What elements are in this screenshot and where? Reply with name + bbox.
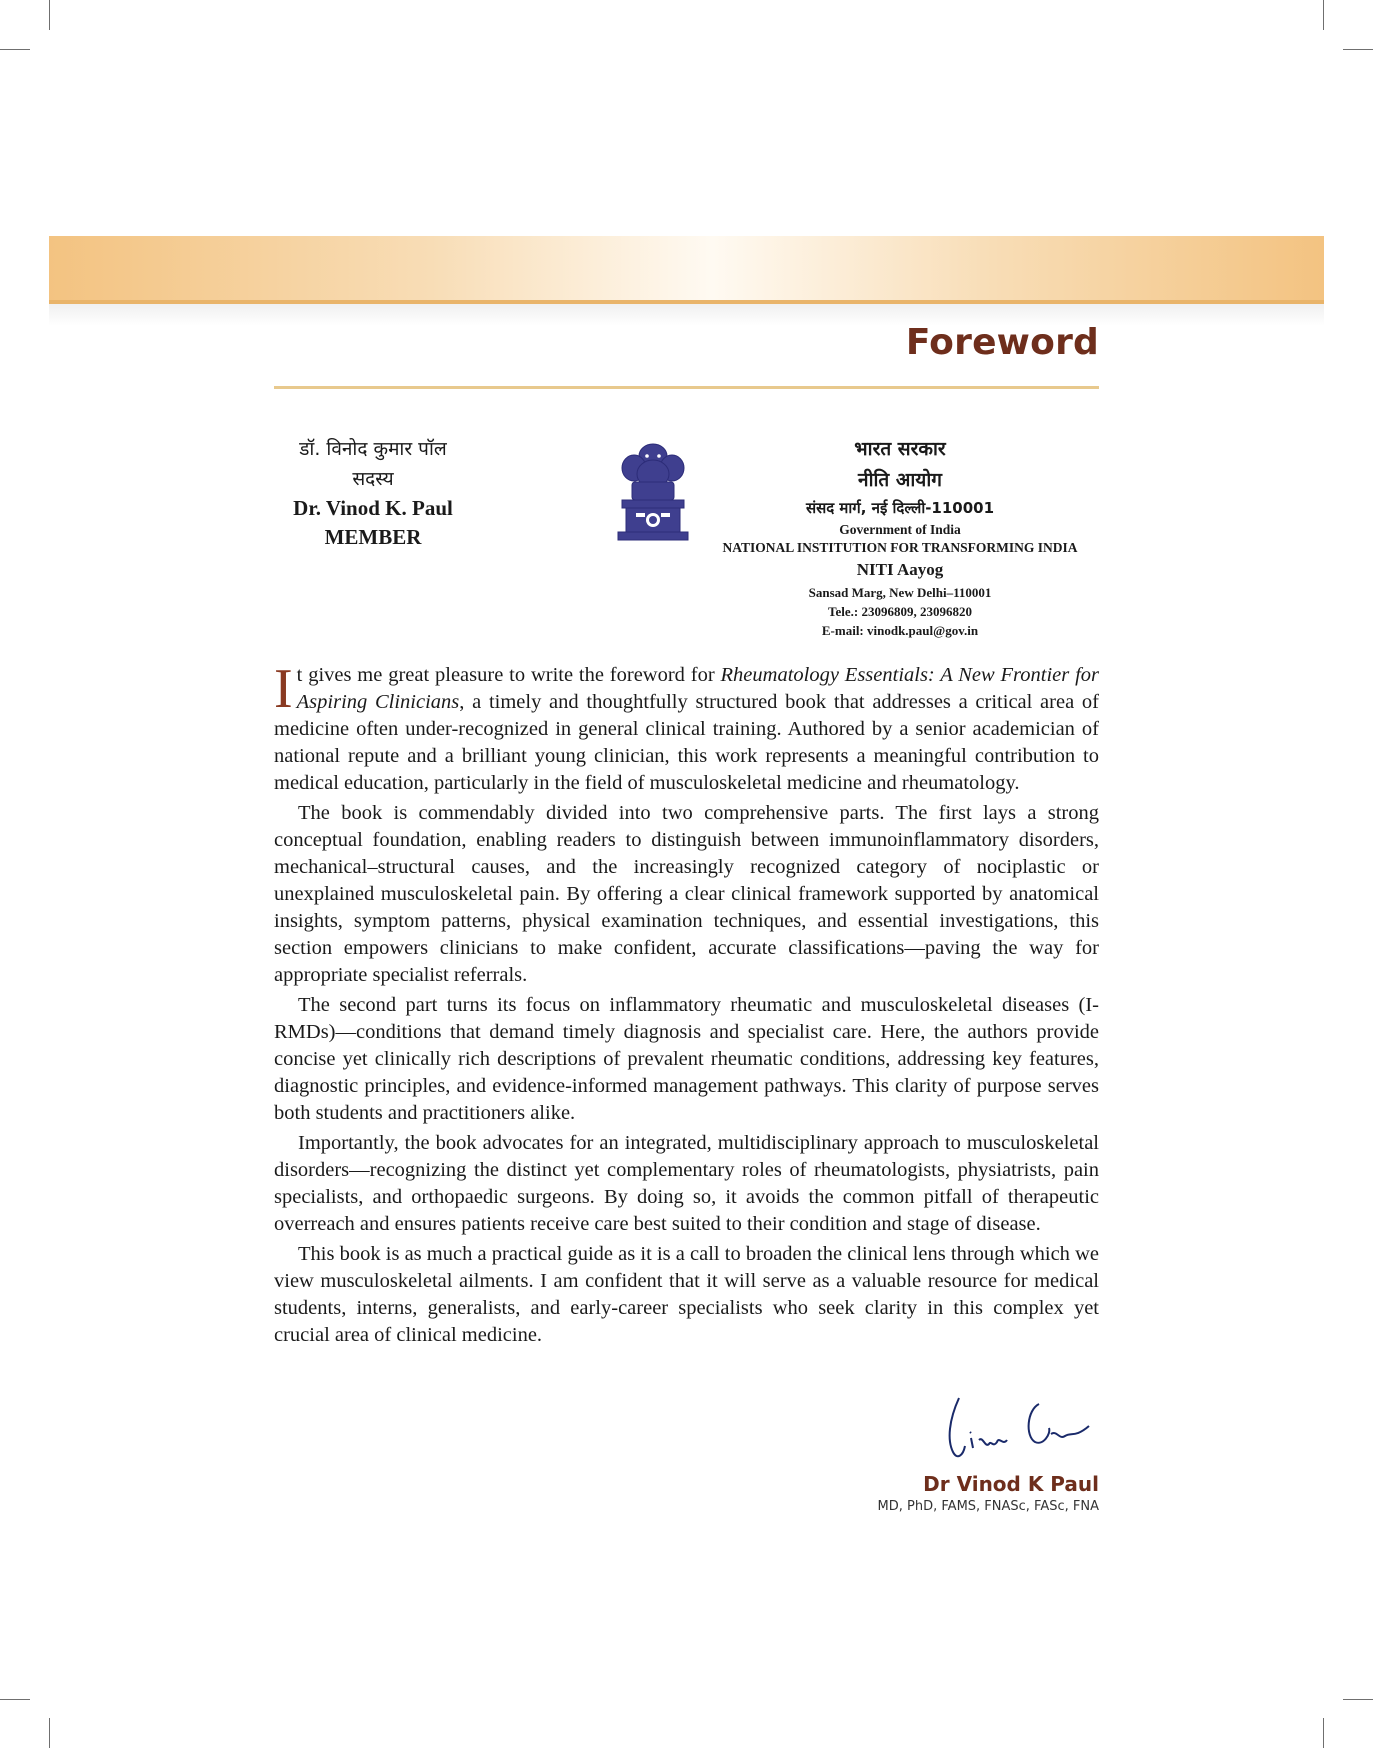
crop-mark	[49, 1718, 50, 1748]
crop-mark	[1343, 49, 1373, 50]
role-english: MEMBER	[324, 525, 422, 549]
role-hindi: सदस्य	[352, 468, 394, 490]
crop-mark	[0, 1699, 30, 1700]
paragraph-2: The book is commendably divided into two comprehensive parts. The first lays a strong conceptual foundation, enabling readers to distinguish between immunoinflammatory disorders, mechanical–structural causes, and the increasingly recognized category of nociplastic or unexplained musculoskeletal pain. By offering a clear clinical framework supported by anatomical insights, symptom patterns, physical examination techniques, and essential investigations, this section empowers clinicians to make confident, accurate classifications—paving the way for appropriate specialist referrals.	[274, 802, 1099, 986]
letterhead-right	[690, 434, 1110, 640]
foreword-body	[274, 658, 1099, 1352]
crop-mark	[1323, 0, 1324, 30]
org-english: NITI Aayog	[856, 560, 944, 579]
gov-hindi: भारत सरकार	[854, 438, 946, 460]
title-divider	[274, 386, 1099, 389]
paragraph-1	[274, 658, 1099, 797]
signatory-name: Dr Vinod K Paul	[923, 1472, 1099, 1496]
handwritten-signature	[939, 1390, 1099, 1470]
phone: Tele.: 23096809, 23096820	[828, 604, 972, 619]
drop-cap: I	[274, 658, 293, 720]
paragraph-1-start: t gives me great pleasure to write the foreword for	[296, 664, 721, 686]
national-emblem-icon	[612, 438, 694, 564]
gov-english: Government of India	[839, 522, 961, 537]
name-english: Dr. Vinod K. Paul	[293, 496, 453, 520]
paragraph-4: Importantly, the book advocates for an integrated, multidisciplinary approach to musculoskeletal disorders—recognizing the distinct yet complementary roles of rheumatologists, physiatrists, pain specialists, and orthopaedic surgeons. By doing so, it avoids the common pitfall of therapeutic overreach and ensures patients receive care best suited to their condition and stage of disease.	[274, 1132, 1099, 1235]
book-title: Rheumatology Essentials: A New Frontier for Aspiring Clinicians	[296, 664, 1099, 713]
paragraph-5: This book is as much a practical guide as it is a call to broaden the clinical lens through which we view musculoskeletal ailments. I am confident that it will serve as a valuable resource for medical students, interns, generalists, and early-career specialists who seek clarity in this complex yet crucial area of clinical medicine.	[274, 1243, 1099, 1346]
banner-shadow	[49, 304, 1324, 326]
address-hindi: संसद मार्ग, नई दिल्ली-110001	[805, 499, 995, 517]
signatory-qualifications: MD, PhD, FAMS, FNASc, FASc, FNA	[877, 1499, 1099, 1514]
paragraph-3: The second part turns its focus on inflammatory rheumatic and musculoskeletal diseases (I-RMDs)—conditions that demand timely diagnosis and specialist care. Here, the authors provide concise yet clinically rich descriptions of prevalent rheumatic conditions, addressing key features, diagnostic principles, and evidence-informed management pathways. This clarity of purpose serves both students and practitioners alike.	[274, 994, 1099, 1124]
email: E-mail: vinodk.paul@gov.in	[821, 623, 979, 638]
page-title: Foreword	[905, 322, 1099, 363]
crop-mark	[1323, 1718, 1324, 1748]
institution-name: NATIONAL INSTITUTION FOR TRANSFORMING INDIA	[722, 540, 1078, 555]
address-english: Sansad Marg, New Delhi–110001	[808, 585, 992, 600]
crop-mark	[0, 49, 30, 50]
org-hindi: नीति आयोग	[858, 469, 942, 491]
crop-mark	[49, 0, 50, 30]
crop-mark	[1343, 1699, 1373, 1700]
paragraph-1-rest: , a timely and thoughtfully structured book that addresses a critical area of medicine often under-recognized in general clinical training. Authored by a senior academician of national repute and a brilliant young clinician, this work represents a meaningful contribution to medical education, particularly in the field of musculoskeletal medicine and rheumatology.	[274, 691, 1099, 794]
name-hindi: डॉ. विनोद कुमार पॉल	[299, 438, 447, 460]
letterhead-left	[248, 434, 498, 552]
signature-block	[878, 1390, 1099, 1516]
header-banner	[49, 236, 1324, 300]
